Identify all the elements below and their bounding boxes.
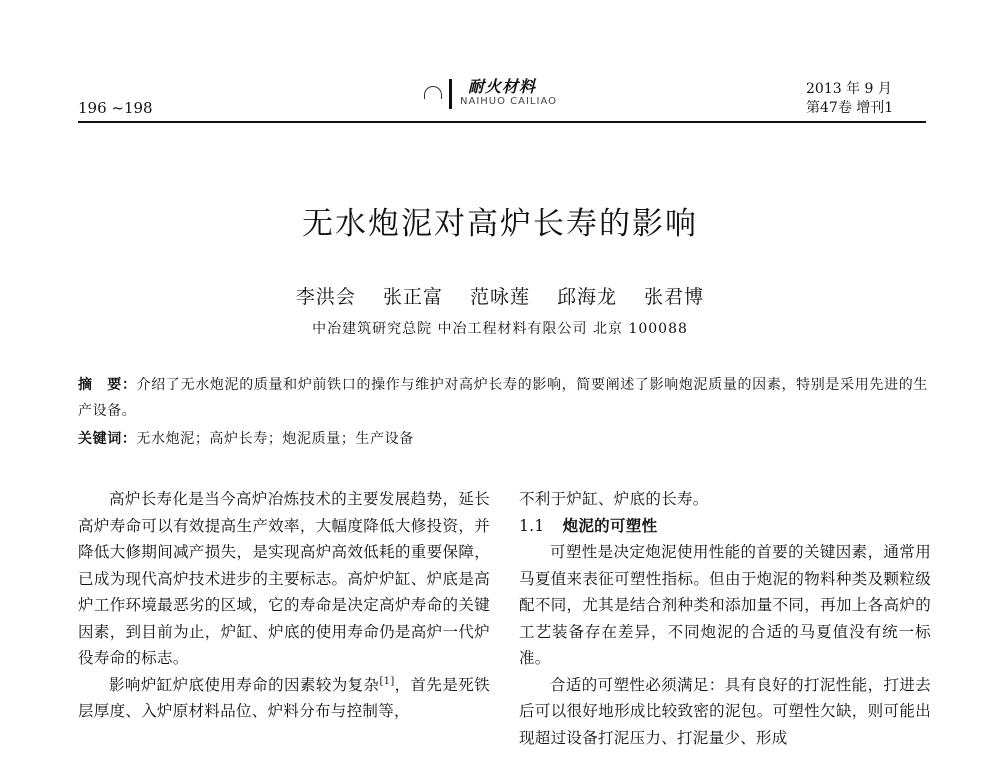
keywords: 关键词：无水炮泥；高炉长寿；炮泥质量；生产设备 xyxy=(78,431,414,447)
author-list: 李洪会 张正富 范咏莲 邱海龙 张君博 xyxy=(295,286,705,308)
paragraph: 影响炉缸炉底使用寿命的因素较为复杂[1]，首先是死铁层厚度、入炉原材料品位、炉料分布与控制等， xyxy=(78,675,490,720)
issue-volume: 第47卷 增刊1 xyxy=(806,100,894,116)
journal-logo-bar xyxy=(449,79,452,109)
abstract-text: 介绍了无水炮泥的质量和炉前铁口的操作与维护对高炉长寿的影响，简要阐述了影响炮泥质量的因素，特别是采用先进的生产设备。 xyxy=(78,377,928,419)
paragraph: 不利于炉缸、炉底的长寿。 xyxy=(519,490,709,508)
paper-title: 无水炮泥对高炉长寿的影响 xyxy=(302,206,698,242)
page-range: 196 ~198 xyxy=(78,99,153,117)
journal-name-cn: 耐火材料 xyxy=(468,77,537,96)
body-column-left xyxy=(78,486,490,725)
body-column-right xyxy=(519,486,931,751)
paragraph: 可塑性是决定炮泥使用性能的首要的关键因素，通常用马夏值来表征可塑性指标。但由于炮泥的物料种类及颗粒级配不同，尤其是结合剂种类和添加量不同，再加上各高炉的工艺装备存在差异，不同炮泥的合适的马夏值没有统一标准。 xyxy=(519,543,931,667)
paragraph: 高炉长寿化是当今高炉冶炼技术的主要发展趋势，延长高炉寿命可以有效提高生产效率，大幅度降低大修投资，并降低大修期间减产损失，是实现高炉高效低耗的重要保障，已成为现代高炉技术进步的主要标志。高炉炉缸、炉底是高炉工作环境最恶劣的区域，它的寿命是决定高炉寿命的关键因素，到目前为止，炉缸、炉底的使用寿命仍是高炉一代炉役寿命的标志。 xyxy=(78,490,490,667)
header-rule xyxy=(78,121,926,123)
abstract-label: 摘 要 xyxy=(78,377,122,393)
section-number: 1.1 xyxy=(519,516,545,535)
abstract: 摘 要：介绍了无水炮泥的质量和炉前铁口的操作与维护对高炉长寿的影响，简要阐述了影响炮泥质量的因素，特别是采用先进的生产设备。 xyxy=(78,377,928,419)
keywords-label: 关键词 xyxy=(78,431,122,447)
section-heading xyxy=(519,513,931,540)
section-title: 炮泥的可塑性 xyxy=(562,516,658,535)
citation-ref: [1] xyxy=(379,675,395,687)
journal-logo-icon xyxy=(424,86,442,99)
issue-date: 2013 年 9 月 xyxy=(806,81,892,97)
keywords-text: 无水炮泥；高炉长寿；炮泥质量；生产设备 xyxy=(136,431,414,447)
affiliation: 中冶建筑研究总院 中冶工程材料有限公司 北京 100088 xyxy=(312,321,688,337)
journal-name-en: NAIHUO CAILIAO xyxy=(460,96,557,107)
paragraph: 合适的可塑性必须满足：具有良好的打泥性能，打进去后可以很好地形成比较致密的泥包。可塑性欠缺，则可能出现超过设备打泥压力、打泥量少、形成 xyxy=(519,675,931,747)
